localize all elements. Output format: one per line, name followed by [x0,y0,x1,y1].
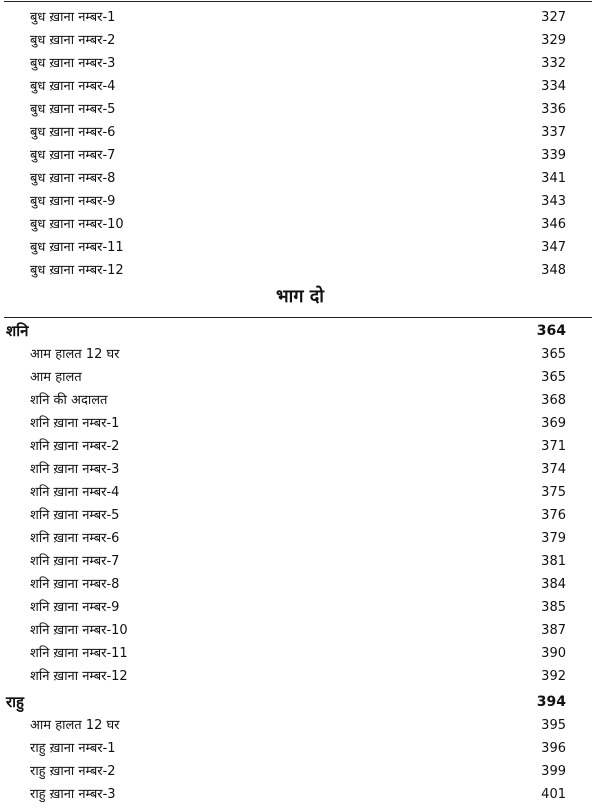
entry-page: 395 [541,718,566,733]
entry-page: 390 [541,646,566,661]
entry-title: बुध ख़ाना नम्बर-9 [30,194,116,209]
top-rule [4,1,592,2]
entry-title: बुध ख़ाना नम्बर-8 [30,171,116,186]
entry-title: शनि ख़ाना नम्बर-6 [30,531,120,546]
entry-title: शनि ख़ाना नम्बर-9 [30,600,120,615]
entry-title: बुध ख़ाना नम्बर-5 [30,102,116,117]
entry-title: आम हालत [30,370,82,385]
toc-entry [0,7,600,29]
entry-page: 346 [541,217,566,232]
entry-title: शनि ख़ाना नम्बर-12 [30,669,128,684]
toc-entry [0,620,600,642]
entry-page: 384 [541,577,566,592]
entry-page: 401 [541,787,566,802]
section-page: 364 [536,323,566,339]
entry-page: 341 [541,171,566,186]
entry-title: राहु ख़ाना नम्बर-1 [30,741,116,756]
toc-entry [0,761,600,783]
entry-page: 348 [541,263,566,278]
section-heading-rahu [0,691,600,713]
entry-page: 368 [541,393,566,408]
entry-title: बुध ख़ाना नम्बर-6 [30,125,116,140]
entry-page: 332 [541,56,566,71]
entry-title: शनि ख़ाना नम्बर-7 [30,554,120,569]
toc-entry [0,482,600,504]
toc-entry [0,459,600,481]
toc-entry [0,390,600,412]
part-heading: भाग दो [276,286,324,307]
entry-page: 371 [541,439,566,454]
toc-entry [0,214,600,236]
toc-entry [0,528,600,550]
entry-page: 339 [541,148,566,163]
entry-title: बुध ख़ाना नम्बर-11 [30,240,124,255]
entry-title: शनि ख़ाना नम्बर-11 [30,646,128,661]
section-heading-shani [0,320,600,342]
entry-page: 379 [541,531,566,546]
entry-page: 387 [541,623,566,638]
entry-title: आम हालत 12 घर [30,718,120,733]
toc-entry [0,53,600,75]
toc-entry [0,505,600,527]
toc-entry [0,145,600,167]
entry-title: बुध ख़ाना नम्बर-2 [30,33,116,48]
toc-entry [0,643,600,665]
entry-page: 343 [541,194,566,209]
entry-page: 337 [541,125,566,140]
entry-title: शनि ख़ाना नम्बर-5 [30,508,120,523]
entry-page: 396 [541,741,566,756]
toc-entry [0,99,600,121]
section-title: शनि [6,322,29,340]
entry-page: 365 [541,370,566,385]
entry-title: शनि ख़ाना नम्बर-2 [30,439,120,454]
entry-page: 376 [541,508,566,523]
toc-entry [0,738,600,760]
entry-page: 375 [541,485,566,500]
entry-title: बुध ख़ाना नम्बर-4 [30,79,116,94]
toc-entry [0,715,600,737]
entry-page: 336 [541,102,566,117]
toc-entry [0,784,600,806]
entry-title: बुध ख़ाना नम्बर-12 [30,263,124,278]
toc-entry [0,168,600,190]
entry-title: बुध ख़ाना नम्बर-3 [30,56,116,71]
section-title: राहु [6,693,24,711]
entry-page: 347 [541,240,566,255]
entry-title: आम हालत 12 घर [30,347,120,362]
entry-title: राहु ख़ाना नम्बर-2 [30,764,116,779]
entry-page: 334 [541,79,566,94]
toc-entry [0,574,600,596]
entry-page: 381 [541,554,566,569]
section-rule [4,317,592,318]
entry-page: 329 [541,33,566,48]
entry-title: बुध ख़ाना नम्बर-7 [30,148,116,163]
toc-entry [0,597,600,619]
entry-page: 365 [541,347,566,362]
toc-entry [0,76,600,98]
toc-entry [0,191,600,213]
toc-entry [0,551,600,573]
entry-title: शनि ख़ाना नम्बर-8 [30,577,120,592]
entry-page: 392 [541,669,566,684]
entry-title: शनि की अदालत [30,393,108,408]
toc-entry [0,344,600,366]
toc-entry [0,237,600,259]
toc-entry [0,30,600,52]
entry-title: शनि ख़ाना नम्बर-3 [30,462,120,477]
entry-page: 385 [541,600,566,615]
entry-title: शनि ख़ाना नम्बर-10 [30,623,128,638]
toc-entry [0,666,600,688]
toc-entry [0,436,600,458]
toc-entry [0,122,600,144]
entry-title: राहु ख़ाना नम्बर-3 [30,787,116,802]
toc-entry [0,260,600,282]
entry-page: 374 [541,462,566,477]
entry-title: बुध ख़ाना नम्बर-1 [30,10,116,25]
entry-title: शनि ख़ाना नम्बर-1 [30,416,120,431]
entry-page: 399 [541,764,566,779]
entry-page: 369 [541,416,566,431]
toc-entry [0,413,600,435]
toc-entry [0,367,600,389]
entry-title: बुध ख़ाना नम्बर-10 [30,217,124,232]
entry-title: शनि ख़ाना नम्बर-4 [30,485,120,500]
entry-page: 327 [541,10,566,25]
section-page: 394 [536,694,566,710]
